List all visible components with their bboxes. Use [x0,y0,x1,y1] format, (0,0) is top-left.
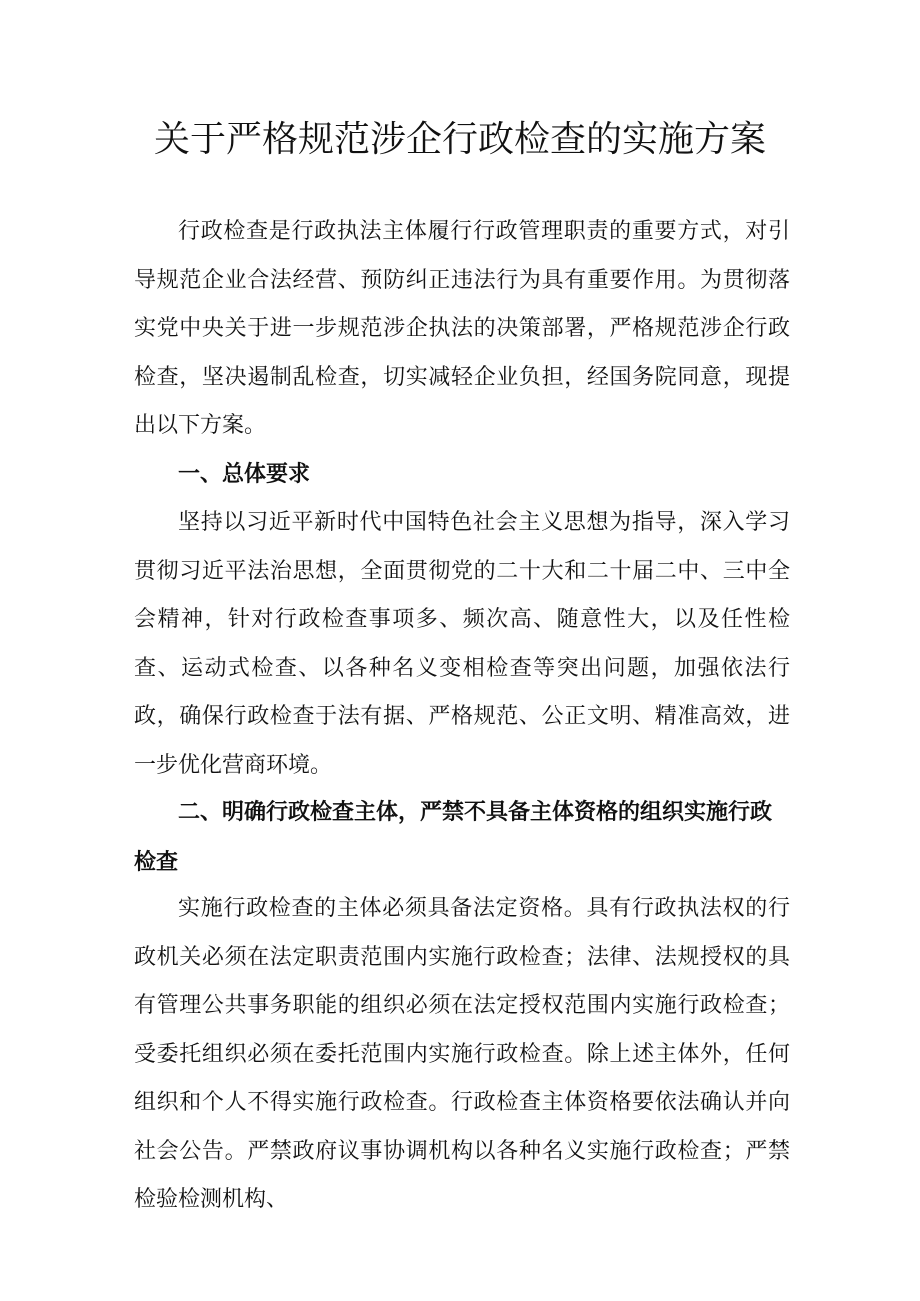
intro-paragraph: 行政检查是行政执法主体履行行政管理职责的重要方式，对引导规范企业合法经营、预防纠正违法行为具有重要作用。为贯彻落实党中央关于进一步规范涉企执法的决策部署，严格规范涉企行政检查，坚决遏制乱检查，切实减轻企业负担，经国务院同意，现提出以下方案。 [134,219,790,438]
section-2-heading: 二、明确行政检查主体，严禁不具备主体资格的组织实施行政检查 [134,800,773,875]
section-2-paragraph: 实施行政检查的主体必须具备法定资格。具有行政执法权的行政机关必须在法定职责范围内实施行政检查；法律、法规授权的具有管理公共事务职能的组织必须在法定授权范围内实施行政检查；受委托组织必须在委托范围内实施行政检查。除上述主体外，任何组织和个人不得实施行政检查。行政检查主体资格要依法确认并向社会公告。严禁政府议事协调机构以各种名义实施行政检查；严禁检验检测机构、 [134,896,790,1212]
section-1-paragraph: 坚持以习近平新时代中国特色社会主义思想为指导，深入学习贯彻习近平法治思想，全面贯彻党的二十大和二十届二中、三中全会精神，针对行政检查事项多、频次高、随意性大，以及任性检查、运动式检查、以各种名义变相检查等突出问题，加强依法行政，确保行政检查于法有据、严格规范、公正文明、精准高效，进一步优化营商环境。 [134,510,790,778]
document-title: 关于严格规范涉企行政检查的实施方案 [153,119,766,160]
section-1-heading: 一、总体要求 [178,462,311,487]
